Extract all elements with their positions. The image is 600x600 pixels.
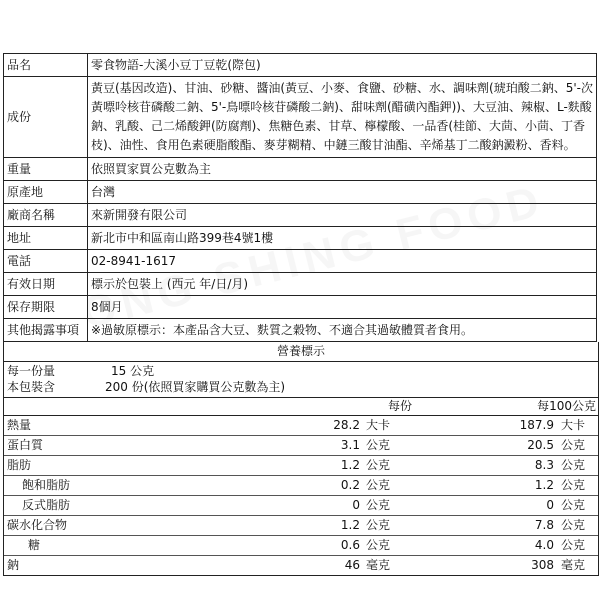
nutrient-name: 蛋白質 [7,438,44,452]
nutrient-row-saturated-fat [4,476,598,496]
info-label: 有效日期 [4,273,88,296]
nutrient-name: 反式脂肪 [22,498,71,512]
info-value: 標示於包裝上 (西元 年/日/月) [88,273,597,296]
per-100g-value: 20.5 [527,438,554,452]
per-serving-value: 28.2 [333,418,360,432]
per-100g-value: 0 [546,498,554,512]
serving-size-value: 15 公克 [111,364,155,378]
info-value: 新北市中和區南山路399巷4號1樓 [88,227,597,250]
per-serving-value: 0.6 [340,538,360,552]
nutrient-row-energy [4,416,598,436]
nutrient-row-fat [4,456,598,476]
info-row-origin [4,181,597,204]
per-serving-value: 1.2 [340,458,360,472]
info-value: 來新開發有限公司 [88,204,597,227]
per-serving-value: 1.2 [340,518,360,532]
info-value: 黃豆(基因改造)、甘油、砂糖、醬油(黃豆、小麥、食鹽、砂糖、水、調味劑(琥珀酸二鈉、5'-次黃嘌呤核苷磷酸二鈉、5'-鳥嘌呤核苷磷酸二鈉)、甜味劑(醋磺內酯鉀))、大豆油、辣椒、L-麩酸鈉、乳酸、己二烯酸鉀(防腐劑)、焦糖色素、甘草、檸檬酸、一品香(桂節、大茴、小茴、丁香枝)、油性、食用色素硬脂酸酯、麥芽糊精、中鏈三酸甘油酯、辛烯基丁二酸鈉澱粉、香料。 [88,77,597,158]
info-row-shelf-life [4,296,597,319]
per-100g-unit: 公克 [561,538,586,552]
info-label: 成份 [4,77,88,158]
per-serving-unit: 毫克 [366,558,391,572]
nutrient-name: 熱量 [7,418,32,432]
nutrient-name: 碳水化合物 [7,518,68,532]
per-serving-unit: 大卡 [366,418,391,432]
nutrient-row-protein [4,436,598,456]
per-100g-value: 4.0 [534,538,554,552]
nutrient-name: 脂肪 [7,458,32,472]
per-100g-unit: 公克 [561,498,586,512]
info-value: ※過敏原標示：本產品含大豆、麩質之穀物、不適合其過敏體質者食用。 [88,319,597,342]
nutrient-name: 鈉 [7,558,20,572]
info-value: 台灣 [88,181,597,204]
product-label-sheet [3,53,597,576]
per-100g-value: 7.8 [534,518,554,532]
per-100g-unit: 大卡 [561,418,586,432]
serving-size-row [7,363,595,379]
per-100g-unit: 公克 [561,458,586,472]
nutrient-row-trans-fat [4,496,598,516]
column-header-per-serving: 每份 [387,399,412,413]
per-100g-unit: 公克 [561,478,586,492]
per-serving-unit: 公克 [366,498,391,512]
nutrient-row-sodium [4,556,598,575]
info-label: 保存期限 [4,296,88,319]
info-row-phone [4,250,597,273]
info-row-address [4,227,597,250]
nutrition-title: 營養標示 [4,342,598,362]
per-serving-unit: 公克 [366,538,391,552]
per-100g-value: 308 [531,558,554,572]
per-serving-value: 0.2 [340,478,360,492]
info-label: 原產地 [4,181,88,204]
info-row-name [4,54,597,77]
per-serving-unit: 公克 [366,478,391,492]
info-value: 零食物語-大溪小豆丁豆乾(際包) [88,54,597,77]
servings-value: 200 份(依照買家購買公克數為主) [105,380,286,394]
per-100g-unit: 毫克 [561,558,586,572]
per-serving-unit: 公克 [366,438,391,452]
info-row-ingredients [4,77,597,158]
info-value: 02-8941-1617 [88,250,597,273]
serving-size-label: 每一份量 [7,364,56,378]
per-serving-unit: 公克 [366,458,391,472]
per-serving-value: 3.1 [340,438,360,452]
info-label: 重量 [4,158,88,181]
info-value: 8個月 [88,296,597,319]
servings-per-package-row [7,379,595,395]
info-label: 其他揭露事項 [4,319,88,342]
nutrient-name: 糖 [28,538,41,552]
serving-info [4,362,598,398]
info-label: 品名 [4,54,88,77]
per-serving-value: 0 [352,498,360,512]
per-100g-unit: 公克 [561,438,586,452]
info-row-manufacturer [4,204,597,227]
nutrient-row-carbohydrate [4,516,598,536]
info-label: 廠商名稱 [4,204,88,227]
per-100g-value: 187.9 [519,418,554,432]
servings-label: 本包裝含 [7,380,56,394]
info-row-weight [4,158,597,181]
info-value: 依照買家買公克數為主 [88,158,597,181]
info-row-expiry [4,273,597,296]
info-row-other [4,319,597,342]
info-label: 地址 [4,227,88,250]
nutrient-row-sugar [4,536,598,556]
per-100g-value: 8.3 [534,458,554,472]
info-label: 電話 [4,250,88,273]
nutrition-facts [3,342,599,576]
per-serving-value: 46 [344,558,360,572]
per-100g-value: 1.2 [534,478,554,492]
column-header-per-100g: 每100公克 [537,399,596,413]
product-info-table [3,53,597,342]
nutrition-column-headers [4,398,598,416]
per-100g-unit: 公克 [561,518,586,532]
nutrient-name: 飽和脂肪 [22,478,71,492]
per-serving-unit: 公克 [366,518,391,532]
